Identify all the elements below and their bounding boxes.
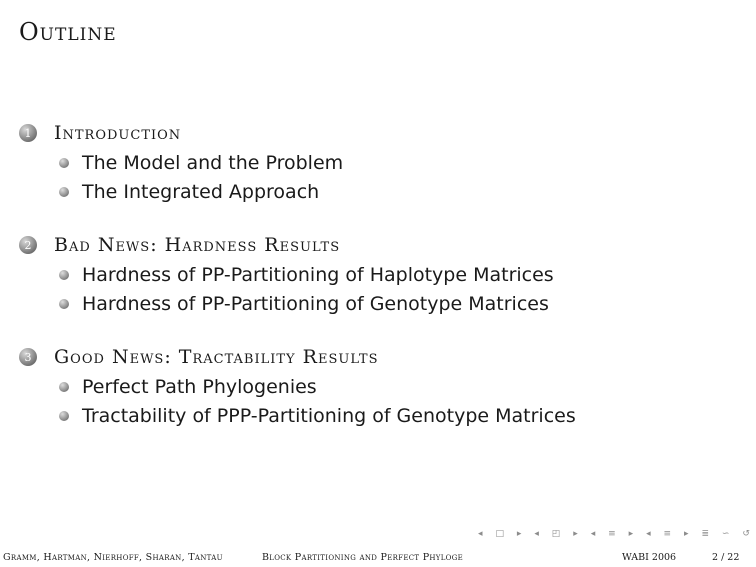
subsection-label: The Integrated Approach: [82, 180, 320, 203]
bullet-icon: [59, 411, 69, 421]
nav-next-subsection-icon[interactable]: ▸: [573, 529, 578, 539]
nav-prev-section-icon[interactable]: ◂: [590, 529, 596, 539]
beamer-navigation-bar: [478, 527, 750, 541]
section-number-ball: 2: [19, 236, 37, 254]
nav-circle-icon[interactable]: ↺: [742, 529, 750, 539]
subsection-label: Hardness of PP-Partitioning of Genotype Matrices: [82, 292, 549, 315]
subsection-label: The Model and the Problem: [82, 151, 344, 174]
footer-page-number: 2 / 22: [712, 552, 740, 563]
section-2-head[interactable]: [19, 230, 739, 260]
subsection-item[interactable]: [19, 289, 739, 318]
nav-next-frame-icon[interactable]: ▸: [516, 529, 522, 539]
nav-next-section-icon[interactable]: ▸: [628, 529, 634, 539]
nav-prev-subsection-list-icon[interactable]: ◂: [646, 529, 651, 539]
subsection-item[interactable]: [19, 177, 739, 206]
subsection-item[interactable]: [19, 148, 739, 177]
nav-subsection-icon[interactable]: ◰: [551, 529, 561, 539]
subsection-item[interactable]: [19, 372, 739, 401]
bullet-icon: [59, 158, 69, 168]
nav-align-icon[interactable]: ≣: [701, 529, 709, 539]
section-title: Introduction: [54, 122, 182, 144]
section-3: [19, 342, 739, 430]
bullet-icon: [59, 299, 69, 309]
footer-bar: [0, 549, 756, 567]
nav-frame-icon[interactable]: □: [495, 529, 504, 539]
bullet-icon: [59, 187, 69, 197]
nav-section-icon[interactable]: ≡: [608, 529, 616, 539]
subsection-item[interactable]: [19, 260, 739, 289]
section-2: [19, 230, 739, 318]
section-1: [19, 118, 739, 206]
nav-prev-frame-icon[interactable]: ◂: [478, 529, 483, 539]
section-3-head[interactable]: [19, 342, 739, 372]
outline-list: [19, 118, 739, 454]
footer-conference: WABI 2006: [622, 552, 677, 563]
section-title: Bad News: Hardness Results: [54, 234, 341, 256]
bullet-icon: [59, 270, 69, 280]
nav-subsection-list-icon[interactable]: ≡: [663, 529, 672, 539]
bullet-icon: [59, 382, 69, 392]
frame-title: Outline: [19, 18, 117, 46]
footer-authors: Gramm, Hartman, Nierhoff, Sharan, Tantau: [3, 552, 223, 563]
section-number-ball: 1: [19, 124, 37, 142]
section-1-head[interactable]: [19, 118, 739, 148]
subsection-label: Hardness of PP-Partitioning of Haplotype Matrices: [82, 263, 554, 286]
footer-title: Block Partitioning and Perfect Phyloge: [262, 552, 464, 563]
section-title: Good News: Tractability Results: [54, 346, 379, 368]
nav-next-subsection-list-icon[interactable]: ▸: [683, 529, 689, 539]
nav-search-icon[interactable]: ∽: [721, 529, 730, 539]
nav-prev-subsection-icon[interactable]: ◂: [534, 529, 539, 539]
subsection-item[interactable]: [19, 401, 739, 430]
subsection-label: Perfect Path Phylogenies: [82, 375, 317, 398]
subsection-label: Tractability of PPP-Partitioning of Genotype Matrices: [82, 404, 576, 427]
section-number-ball: 3: [19, 348, 37, 366]
